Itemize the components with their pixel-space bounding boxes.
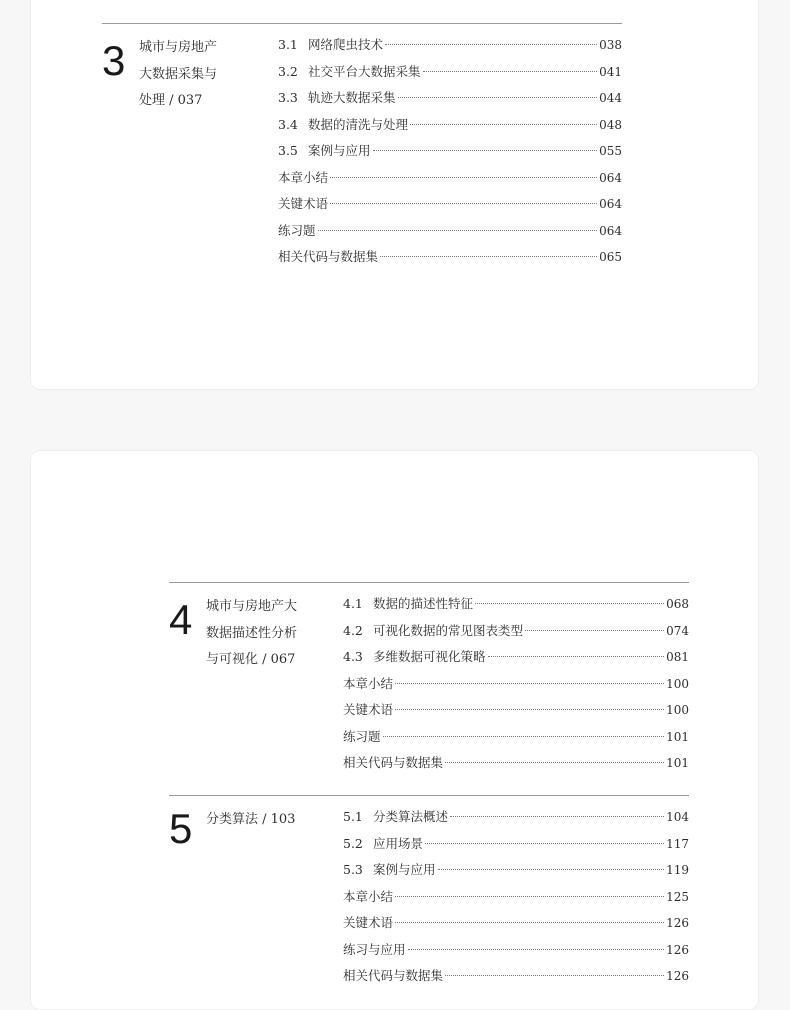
dot-leader: [398, 97, 598, 98]
section-title: 网络爬虫技术: [308, 37, 384, 52]
section-number: 4.1: [343, 596, 363, 611]
dot-leader: [488, 656, 665, 657]
section-title: 相关代码与数据集: [278, 249, 379, 264]
dot-leader: [475, 603, 664, 604]
section-number: 4.2: [343, 622, 363, 638]
toc-entry[interactable]: [343, 618, 689, 645]
dot-leader: [423, 71, 598, 72]
page-number: 126: [666, 942, 689, 957]
section-title: 本章小结: [343, 675, 394, 691]
dot-leader: [395, 922, 664, 923]
toc-entry[interactable]: [343, 804, 689, 831]
chapter-title-line: 城市与房地产大: [206, 599, 298, 614]
page-number: 064: [599, 170, 622, 185]
dot-leader: [330, 203, 597, 204]
toc-entry[interactable]: [343, 910, 689, 937]
toc-entry[interactable]: [278, 138, 622, 165]
section-number: 3.5: [278, 143, 298, 158]
section-title: 案例与应用: [373, 862, 436, 877]
toc-entry[interactable]: [343, 724, 689, 751]
toc-entry[interactable]: [343, 644, 689, 671]
toc-entry-list: [343, 804, 689, 990]
page-number: 100: [666, 676, 689, 691]
section-number: 5.1: [343, 809, 363, 824]
section-number: 3.4: [278, 116, 298, 132]
section-title: 相关代码与数据集: [343, 755, 444, 770]
page-number: 055: [599, 144, 622, 158]
toc-entry-list: [278, 32, 622, 271]
chapter-3-block: [102, 23, 622, 274]
toc-entry[interactable]: [343, 831, 689, 858]
page-number: 064: [599, 223, 622, 238]
chapter-number: 4: [169, 596, 193, 643]
page-number: 041: [599, 64, 622, 79]
chapter-title-line: 与可视化 / 067: [206, 652, 296, 667]
page-number: 125: [666, 889, 689, 904]
section-number: 4.3: [343, 649, 363, 664]
dot-leader: [410, 124, 597, 125]
chapter-number: 5: [169, 805, 193, 852]
toc-entry[interactable]: [278, 165, 622, 192]
chapter-title-line: 分类算法 / 103: [206, 812, 296, 827]
chapter-4-block: [169, 582, 689, 793]
page-number: 074: [666, 623, 689, 638]
toc-entry[interactable]: [343, 857, 689, 884]
section-title: 分类算法概述: [373, 809, 449, 824]
section-title: 社交平台大数据采集: [308, 63, 421, 79]
dot-leader: [445, 975, 664, 976]
section-title: 关键术语: [343, 915, 394, 930]
toc-entry[interactable]: [278, 112, 622, 139]
dot-leader: [395, 709, 664, 710]
toc-entry[interactable]: [343, 750, 689, 777]
section-title: 数据的描述性特征: [373, 596, 474, 611]
section-number: 5.3: [343, 862, 363, 877]
page-number: 065: [599, 250, 622, 264]
page-number: 048: [599, 117, 622, 132]
toc-card-bottom: [30, 450, 759, 1010]
toc-entry[interactable]: [343, 884, 689, 911]
section-number: 3.3: [278, 90, 298, 105]
section-title: 练习与应用: [343, 941, 406, 957]
dot-leader: [380, 256, 597, 257]
chapter-title: [206, 594, 297, 674]
dot-leader: [525, 630, 664, 631]
toc-entry[interactable]: [278, 32, 622, 59]
section-title: 本章小结: [343, 888, 394, 904]
page-number: 100: [666, 703, 689, 717]
section-title: 案例与应用: [308, 143, 371, 158]
page-number: 126: [666, 969, 689, 983]
section-title: 相关代码与数据集: [343, 968, 444, 983]
chapter-title: [139, 35, 217, 115]
chapter-title: [206, 807, 295, 834]
dot-leader: [395, 683, 664, 684]
section-number: 3.1: [278, 37, 298, 52]
page-number: 119: [666, 863, 689, 877]
dot-leader: [395, 896, 664, 897]
toc-entry[interactable]: [278, 191, 622, 218]
toc-entry[interactable]: [278, 244, 622, 271]
toc-entry[interactable]: [278, 85, 622, 112]
chapter-title-line: 城市与房地产: [139, 40, 218, 55]
page-number: 044: [599, 91, 622, 105]
page-number: 038: [599, 38, 622, 52]
toc-entry[interactable]: [278, 59, 622, 86]
dot-leader: [318, 230, 598, 231]
page-number: 104: [666, 810, 689, 824]
section-title: 练习题: [343, 728, 381, 744]
section-title: 本章小结: [278, 169, 329, 185]
toc-entry-list: [343, 591, 689, 777]
section-title: 数据的清洗与处理: [308, 116, 409, 132]
section-title: 关键术语: [343, 702, 394, 717]
chapter-5-block: [169, 795, 689, 1006]
page-number: 117: [666, 836, 689, 851]
dot-leader: [438, 869, 665, 870]
toc-entry[interactable]: [343, 697, 689, 724]
page-number: 081: [666, 650, 689, 664]
page-number: 101: [666, 756, 689, 770]
dot-leader: [450, 816, 664, 817]
section-title: 练习题: [278, 222, 316, 238]
dot-leader: [383, 736, 665, 737]
dot-leader: [373, 150, 598, 151]
dot-leader: [408, 949, 665, 950]
toc-card-top: [30, 0, 759, 390]
chapter-title-line: 处理 / 037: [139, 93, 203, 108]
toc-entry[interactable]: [278, 218, 622, 245]
section-title: 可视化数据的常见图表类型: [373, 622, 524, 638]
page-number: 068: [666, 597, 689, 611]
chapter-title-line: 数据描述性分析: [206, 625, 298, 641]
chapter-title-line: 大数据采集与: [139, 66, 218, 82]
page-number: 064: [599, 197, 622, 211]
section-title: 多维数据可视化策略: [373, 649, 486, 664]
page-number: 101: [666, 729, 689, 744]
dot-leader: [425, 843, 664, 844]
section-title: 轨迹大数据采集: [308, 90, 396, 105]
page-number: 126: [666, 916, 689, 930]
dot-leader: [385, 44, 597, 45]
dot-leader: [330, 177, 597, 178]
toc-entry[interactable]: [343, 963, 689, 990]
chapter-number: 3: [102, 37, 126, 84]
toc-entry[interactable]: [343, 937, 689, 964]
dot-leader: [445, 762, 664, 763]
section-title: 关键术语: [278, 196, 329, 211]
section-number: 3.2: [278, 63, 298, 79]
toc-entry[interactable]: [343, 671, 689, 698]
toc-entry[interactable]: [343, 591, 689, 618]
section-number: 5.2: [343, 835, 363, 851]
section-title: 应用场景: [373, 835, 424, 851]
